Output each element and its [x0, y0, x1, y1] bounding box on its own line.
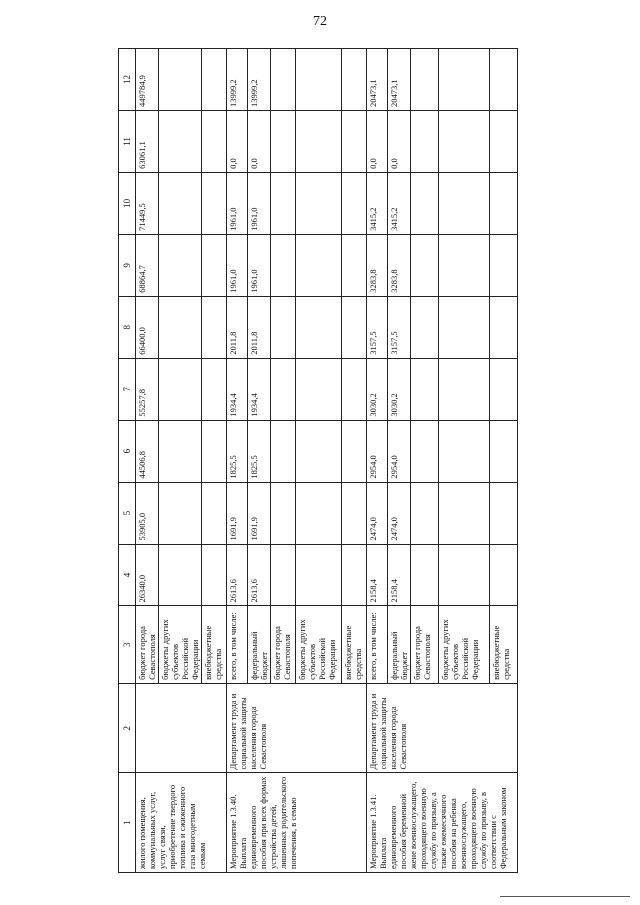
value-cell: 71449,5 — [136, 172, 159, 234]
value-cell — [490, 482, 518, 544]
value-cell — [270, 49, 295, 111]
value-cell: 3030,2 — [366, 358, 387, 420]
value-cell: 1934,4 — [247, 358, 270, 420]
value-cell — [438, 172, 490, 234]
value-cell — [342, 296, 367, 358]
value-cell — [490, 296, 518, 358]
funding-source-cell: бюджет города Севастополя — [136, 606, 159, 683]
page-number: 72 — [313, 14, 327, 29]
value-cell: 3283,8 — [366, 234, 387, 296]
value-cell: 1691,9 — [247, 482, 270, 544]
value-cell: 13999,2 — [226, 49, 247, 111]
value-cell: 0,0 — [247, 110, 270, 172]
value-cell: 1825,5 — [226, 420, 247, 482]
activity-name-cell: жилого помещения, коммунальных услуг, услуг связи, приобретение твердого топлива и сжиженного газа многодетным семьям — [136, 773, 227, 873]
value-cell — [202, 110, 227, 172]
value-cell: 53905,0 — [136, 482, 159, 544]
value-cell — [342, 358, 367, 420]
value-cell — [202, 358, 227, 420]
funding-source-cell: внебюджетные средства — [202, 606, 227, 683]
value-cell: 1961,0 — [226, 172, 247, 234]
value-cell — [410, 296, 438, 358]
value-cell — [410, 358, 438, 420]
value-cell — [438, 296, 490, 358]
value-cell — [438, 482, 490, 544]
value-cell — [410, 482, 438, 544]
value-cell: 2011,8 — [247, 296, 270, 358]
value-cell — [159, 482, 202, 544]
value-cell: 449784,9 — [136, 49, 159, 111]
funding-source-cell: бюджет города Севастополя — [410, 606, 438, 683]
value-cell: 3157,5 — [366, 296, 387, 358]
value-cell: 2474,0 — [387, 482, 410, 544]
executor-cell — [136, 683, 227, 773]
value-cell — [295, 544, 341, 606]
table-row — [226, 49, 247, 873]
value-cell — [438, 358, 490, 420]
column-number-9: 9 — [119, 234, 136, 296]
value-cell: 26340,0 — [136, 544, 159, 606]
value-cell — [295, 482, 341, 544]
value-cell — [202, 296, 227, 358]
value-cell — [490, 49, 518, 111]
value-cell — [295, 49, 341, 111]
value-cell: 0,0 — [387, 110, 410, 172]
value-cell — [159, 296, 202, 358]
column-number-2: 2 — [119, 683, 136, 773]
funding-source-cell: бюджеты других субъектов Российской Федерации — [295, 606, 341, 683]
value-cell: 2011,8 — [226, 296, 247, 358]
bottom-rule — [500, 896, 630, 897]
value-cell — [270, 420, 295, 482]
value-cell — [342, 110, 367, 172]
value-cell: 55257,8 — [136, 358, 159, 420]
value-cell — [342, 420, 367, 482]
activity-name-cell: Мероприятие 1.3.40. Выплата единовременного пособия при всех формах устройства детей, лишенных родительского попечения, в семью — [226, 773, 366, 873]
value-cell — [410, 544, 438, 606]
value-cell — [490, 420, 518, 482]
value-cell: 1961,0 — [247, 234, 270, 296]
value-cell — [270, 358, 295, 420]
column-number-10: 10 — [119, 172, 136, 234]
value-cell: 2613,6 — [226, 544, 247, 606]
value-cell: 1825,5 — [247, 420, 270, 482]
column-number-12: 12 — [119, 49, 136, 111]
value-cell — [490, 234, 518, 296]
value-cell: 2613,6 — [247, 544, 270, 606]
value-cell: 3415,2 — [366, 172, 387, 234]
value-cell: 2954,0 — [387, 420, 410, 482]
value-cell: 2158,4 — [366, 544, 387, 606]
value-cell — [270, 544, 295, 606]
value-cell: 1691,9 — [226, 482, 247, 544]
value-cell — [159, 110, 202, 172]
column-number-5: 5 — [119, 482, 136, 544]
value-cell — [342, 49, 367, 111]
value-cell — [159, 234, 202, 296]
value-cell — [438, 234, 490, 296]
value-cell: 3030,2 — [387, 358, 410, 420]
value-cell — [438, 420, 490, 482]
value-cell — [490, 172, 518, 234]
value-cell — [490, 544, 518, 606]
value-cell — [410, 49, 438, 111]
funding-source-cell: федеральный бюджет — [247, 606, 270, 683]
value-cell — [159, 358, 202, 420]
value-cell — [270, 482, 295, 544]
value-cell — [438, 110, 490, 172]
value-cell: 66400,0 — [136, 296, 159, 358]
value-cell — [270, 172, 295, 234]
value-cell — [342, 482, 367, 544]
value-cell — [490, 358, 518, 420]
value-cell — [342, 544, 367, 606]
value-cell — [159, 172, 202, 234]
value-cell — [159, 544, 202, 606]
column-number-11: 11 — [119, 110, 136, 172]
value-cell: 2954,0 — [366, 420, 387, 482]
value-cell — [438, 544, 490, 606]
value-cell — [295, 420, 341, 482]
value-cell: 3157,5 — [387, 296, 410, 358]
value-cell — [202, 172, 227, 234]
funding-source-cell: федеральный бюджет — [387, 606, 410, 683]
value-cell — [295, 234, 341, 296]
activity-name-cell: Мероприятие 1.3.41. Выплата единовременного пособия беременной жене военнослужащего, проходящего военную службу по призыву, а также ежемесячного пособия на ребенка военнослужащего, проходящего военную службу по призыву, в соответствии с Федеральным законом — [366, 773, 517, 873]
executor-cell: Департамент труда и социальной защиты населения города Севастополя — [226, 683, 366, 773]
value-cell — [410, 172, 438, 234]
funding-source-cell: бюджет города Севастополя — [270, 606, 295, 683]
value-cell — [295, 358, 341, 420]
value-cell — [490, 110, 518, 172]
funding-source-cell: всего, в том числе: — [366, 606, 387, 683]
value-cell: 1961,0 — [226, 234, 247, 296]
column-number-1: 1 — [119, 773, 136, 873]
value-cell: 0,0 — [366, 110, 387, 172]
value-cell — [159, 420, 202, 482]
value-cell: 2474,0 — [366, 482, 387, 544]
value-cell: 0,0 — [226, 110, 247, 172]
value-cell: 68864,7 — [136, 234, 159, 296]
value-cell — [159, 49, 202, 111]
executor-cell: Департамент труда и социальной защиты населения города Севастополя — [366, 683, 517, 773]
value-cell — [342, 172, 367, 234]
budget-table — [118, 48, 518, 873]
value-cell — [295, 110, 341, 172]
table-row — [366, 49, 387, 873]
funding-source-cell: бюджеты других субъектов Российской Федерации — [438, 606, 490, 683]
column-number-8: 8 — [119, 296, 136, 358]
value-cell: 1934,4 — [226, 358, 247, 420]
column-number-7: 7 — [119, 358, 136, 420]
value-cell: 2158,4 — [387, 544, 410, 606]
value-cell — [202, 420, 227, 482]
funding-source-cell: бюджеты других субъектов Российской Федерации — [159, 606, 202, 683]
value-cell — [410, 234, 438, 296]
value-cell — [410, 420, 438, 482]
value-cell — [202, 234, 227, 296]
table-body — [119, 49, 518, 873]
value-cell — [295, 296, 341, 358]
value-cell — [202, 49, 227, 111]
value-cell — [202, 544, 227, 606]
value-cell — [270, 110, 295, 172]
value-cell: 44506,8 — [136, 420, 159, 482]
funding-source-cell: внебюджетные средства — [490, 606, 518, 683]
column-number-row — [119, 49, 136, 873]
value-cell: 3415,2 — [387, 172, 410, 234]
table-row — [136, 49, 159, 873]
value-cell — [295, 172, 341, 234]
value-cell — [202, 482, 227, 544]
value-cell: 1961,0 — [247, 172, 270, 234]
value-cell: 20473,1 — [387, 49, 410, 111]
value-cell: 13999,2 — [247, 49, 270, 111]
value-cell — [438, 49, 490, 111]
value-cell: 20473,1 — [366, 49, 387, 111]
value-cell — [342, 234, 367, 296]
funding-source-cell: внебюджетные средства — [342, 606, 367, 683]
rotated-table-container — [118, 48, 518, 873]
column-number-4: 4 — [119, 544, 136, 606]
funding-source-cell: всего, в том числе: — [226, 606, 247, 683]
value-cell: 3283,8 — [387, 234, 410, 296]
value-cell — [410, 110, 438, 172]
column-number-6: 6 — [119, 420, 136, 482]
value-cell: 63061,1 — [136, 110, 159, 172]
column-number-3: 3 — [119, 606, 136, 683]
value-cell — [270, 296, 295, 358]
value-cell — [270, 234, 295, 296]
